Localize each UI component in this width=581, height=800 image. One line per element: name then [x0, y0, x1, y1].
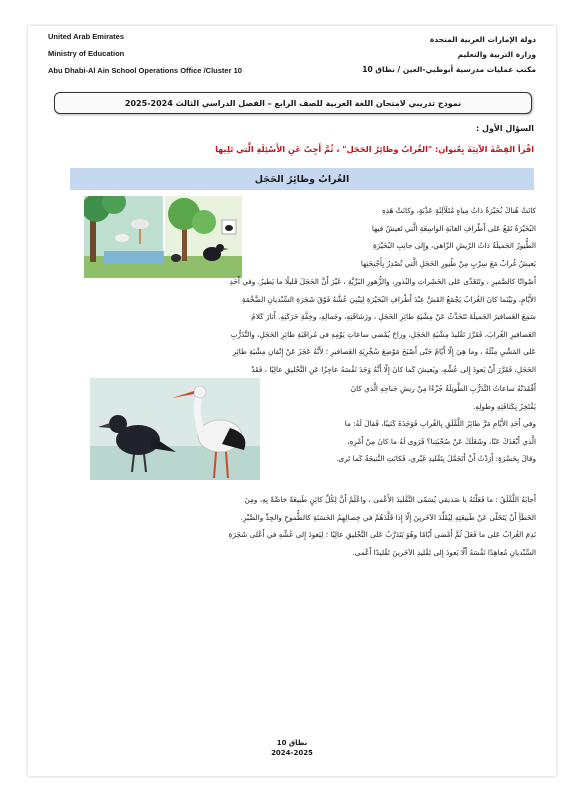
header-arabic — [362, 32, 536, 77]
story-line: أَصْواتًا كالصَّفيرِ ، وتَتَغَذّى عَلى الحَشَراتِ والبُذورِ، والزُّهورِ البَرِّيَّةِ ، غَيْرَ أَنَّ الحَجَلَ قَليلًا ما يَطيرُ. وفي أَحَدِ — [229, 277, 536, 286]
crow-and-stork-illustration — [90, 378, 260, 480]
story-line: وفي أَحَدِ الأَيّامِ مَرَّ طائِرُ اللَّقْلَقِ بِالغُرابِ فَوَجَدَهُ كَئيبًا، فَقالَ لَهُ: ما — [344, 419, 536, 428]
question-label: السؤال الأول : — [476, 124, 534, 133]
footer-cluster: نطاق 10 — [276, 739, 308, 747]
story-line: الَّذي أَبْعَدَكَ عَنّا، وشَغَلَكَ عَنْ صُحْبَتِنا؟ فَرَوى لَهُ ما كانَ مِنْ أَمْرِهِ، — [347, 436, 536, 446]
header-ministry-ar: وزارة التربية والتعليم — [457, 50, 536, 59]
header-office-en: Abu Dhabi-Al Ain School Operations Office /Cluster 10 — [48, 66, 242, 75]
exam-page — [28, 26, 556, 776]
story-paragraph-1 — [278, 202, 536, 272]
forest-birds-crow-illustration — [84, 196, 242, 278]
header-english — [48, 28, 242, 79]
story-line: الطُّيورُ الجَميلَةُ ذاتُ الرّيشِ الزّاهي، وإِلى جانِبِ البُحَيْرَةِ — [372, 241, 536, 250]
story-line: الأَيّامِ، وبَيْنَما كانَ الغُرابُ يَجْمَعُ القَشَّ عِنْدَ أَطْرافِ البُحَيْرَةِ لِيَبْنِيَ عُشَّهُ فَوْقَ شَجَرَةِ السِّنْديانِ الضَّخْمَةِ — [241, 294, 536, 304]
story-paragraph-4 — [46, 491, 536, 561]
exam-title: نموذج تدريبي لامتحان اللغة العربية للصف الرابع – الفصل الدراسي الثالث 2024-2025 — [54, 92, 532, 114]
header-office-ar: مكتب عمليات مدرسية أبوظبي-العين / نطاق 10 — [362, 65, 536, 74]
story-line: وقالَ بِحَسْرَةٍ: أَرَدْتُ أَنْ أَتَجَمَّلَ بِتَقْليدِ غَيْري، فَكانَتِ النَّتيجَةُ كَما تَرى. — [336, 454, 536, 463]
story-line: كانَتْ هُناكَ بُحَيْرَةٌ ذاتُ مِياهٍ مُتَلَألِئَةٍ عَذْبَةٍ، وكانَتْ هَذِهِ — [381, 206, 536, 215]
instruction-text: اقْرأ القِصَّةَ الآتِيَةَ بِعُنوان: "الغُرابُ وطائِرُ الحَجَل" ، ثُمَّ أَجِبْ عَنِ الأَسْئِلَةِ الَّتي تَلِيها — [215, 144, 534, 154]
story-line: العَصافيرِ الغُرابَ، فَقَرَّرَ تَقْليدَ مِشْيَةِ الحَجَلِ، وراحَ يُمْضي ساعاتِ يَوْمِهِ في مُراقَبَةِ طائِرِ الحَجَلِ، والتَّدَرُّبِ — [230, 329, 536, 339]
story-line: نَدِمَ الغُرابُ عَلى ما فَعَلَ ثُمَّ أَمْضى أَيّامًا وهُوَ يَتَدَرَّبُ عَلى التَّحْليقِ عالِيًا ؛ لِيَعودَ إِلى عُشِّهِ في أَعْلى شَجَرَةِ — [228, 530, 536, 539]
story-line: أَفْقَدَتْهُ ساعاتُ التَّدَرُّبِ الطَّويلَةُ جُزْءًا مِنْ ريشِ جَناحِهِ الَّذي كانَ — [350, 384, 536, 393]
story-title: الغُرابُ وطائِرُ الحَجَل — [70, 168, 534, 190]
story-line: السِّنْديانِ مُعاهِدًا نَفْسَهُ أَلّا يَعودَ إِلى تَقْليدِ الآخَرينَ تَقْليدًا أَعْمى. — [352, 547, 536, 557]
footer-year: 2024-2025 — [271, 749, 313, 757]
story-line: سَمِعَ العَصافيرَ الجَميلَةَ تَتَحَدَّثُ عَنْ مِشْيَةِ طائِرِ الحَجَلِ ، ورَشاقَتِهِ، وجَمالِهِ، وخِفَّةِ حَرَكَتِهِ. أَثارَ كَلامُ — [251, 312, 536, 321]
story-line: الحَجَلِ، فَقَرَّرَ أَنْ يَعودَ إِلى عُشِّهِ، ويَعيشَ كَما كانَ إِلّا أَنَّهُ وَجَدَ نَفْسَهُ عاجِزًا عَنِ التَّحْليقِ عالِيًا ، فَقَدْ — [251, 364, 536, 374]
story-line: عَلى المَشْيِ مِثْلَهُ ، وما هِيَ إِلّا أَيّامٌ حَتّى أَصْبَحَ مَوْضِعَ سُخْرِيَةِ العَصافيرِ ؛ لأَنَّهُ عَجَزَ عَنْ إِتْقانِ مِشْيَةِ طائِرِ — [232, 347, 536, 356]
story-paragraph-2 — [46, 273, 536, 378]
story-line: يَعيشُ غُرابٌ مَعَ سِرْبٍ مِنْ طُيورِ الحَجَلِ الَّتي تُصْدِرُ بِأَجْنِحَتِها — [360, 258, 536, 268]
story-line: الخَطَأِ أَنْ يَتَخَلّى عَنْ طَبيعَتِهِ لِيُقَلِّدَ الآخَرينَ إِلّا إِذا قَلَّدَهُمْ في خِصالِهِمُ الحَسَنَةِ كالطُّموحِ والجِدِّ والصَّبْرِ. — [240, 512, 536, 522]
story-paragraph-3 — [290, 380, 536, 468]
header-country-en: United Arab Emirates — [48, 32, 124, 41]
page-footer — [28, 738, 556, 758]
story-line: البُحَيْرَةُ تَقَعُ عَلى أَطْرافِ الغابَةِ الواسِعَةِ الَّتي تَعيشُ فيها — [371, 223, 536, 233]
header-country-ar: دولة الإمارات العربية المتحدة — [429, 35, 536, 44]
story-line: يَفْتَخِرُ بِكَثافَتِهِ وطولِهِ. — [473, 401, 536, 411]
story-line: أَجابَهُ اللَّقْلَقُ : ما فَعَلْتَهُ يا صَديقي يُسَمّى التَّقْليدَ الأَعْمى ، واعْلَمْ أَنَّ لِكُلِّ كائِنٍ طَبيعَةً خاصَّةً بِهِ، ومِنَ — [244, 495, 536, 504]
header-ministry-en: Ministry of Education — [48, 49, 125, 58]
